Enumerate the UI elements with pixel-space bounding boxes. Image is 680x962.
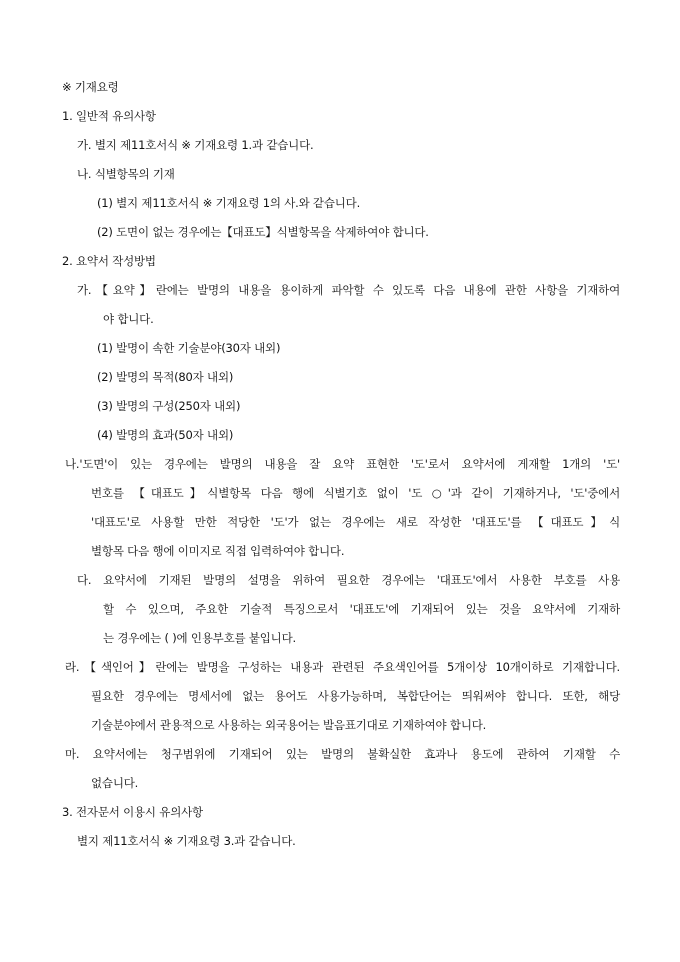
section-1-title: 1. 일반적 유의사항 (62, 109, 156, 123)
section-2-item-d-line-1: 라.【색인어】란에는 발명을 구성하는 내용과 관련된 주요색인어를 5개이상 10개이하로 기재합니다. (65, 660, 620, 674)
section-1-item-b1: (1) 별지 제11호서식 ※ 기재요령 1의 사.와 같습니다. (97, 196, 361, 210)
section-2-item-d-line-3: 기술분야에서 관용적으로 사용하는 외국용어는 발음표기대로 기재하여야 합니다. (91, 718, 487, 732)
section-1-item-a: 가. 별지 제11호서식 ※ 기재요령 1.과 같습니다. (77, 138, 314, 152)
section-1-item-b: 나. 식별항목의 기재 (77, 167, 175, 181)
section-1-item-b2: (2) 도면이 없는 경우에는【대표도】식별항목을 삭제하여야 합니다. (97, 225, 429, 239)
section-2-item-a-line-2: 야 합니다. (103, 312, 154, 326)
section-2-item-d-line-2: 필요한 경우에는 명세서에 없는 용어도 사용가능하며, 복합단어는 띄워써야 합니다. 또한, 해당 (91, 689, 620, 703)
section-2-item-c-line-3: 는 경우에는 ( )에 인용부호를 붙입니다. (103, 631, 296, 645)
section-2-item-b-line-4: 별항목 다음 행에 이미지로 직접 입력하여야 합니다. (91, 544, 345, 558)
section-2-item-e-line-2: 없습니다. (91, 776, 139, 790)
section-2-item-a3: (3) 발명의 구성(250자 내외) (97, 399, 241, 413)
section-2-item-e-line-1: 마. 요약서에는 청구범위에 기재되어 있는 발명의 불확실한 효과나 용도에 관하여 기재할 수 (65, 747, 620, 761)
section-2-item-b-line-2: 번호를 【대표도】식별항목 다음 행에 식별기호 없이 '도 ○'과 같이 기재하거나, '도'중에서 (91, 486, 620, 500)
section-2-item-c-line-1: 다. 요약서에 기재된 발명의 설명을 위하여 필요한 경우에는 '대표도'에서 사용한 부호를 사용 (77, 573, 620, 587)
section-3-body: 별지 제11호서식 ※ 기재요령 3.과 같습니다. (77, 834, 296, 848)
section-2-item-a-line-1: 가.【요약】란에는 발명의 내용을 용이하게 파악할 수 있도록 다음 내용에 관한 사항을 기재하여 (77, 283, 620, 297)
section-2-item-b-line-3: '대표도'로 사용할 만한 적당한 '도'가 없는 경우에는 새로 작성한 '대표도'를 【대표도】식 (91, 515, 620, 529)
section-2-item-a1: (1) 발명이 속한 기술분야(30자 내외) (97, 341, 281, 355)
heading: ※ 기재요령 (62, 80, 119, 94)
section-2-item-c-line-2: 할 수 있으며, 주요한 기술적 특징으로서 '대표도'에 기재되어 있는 것을 요약서에 기재하 (103, 602, 620, 616)
section-2-item-b-line-1: 나.'도면'이 있는 경우에는 발명의 내용을 잘 요약 표현한 '도'로서 요약서에 게재할 1개의 '도' (65, 457, 620, 471)
section-2-item-a4: (4) 발명의 효과(50자 내외) (97, 428, 234, 442)
section-3-title: 3. 전자문서 이용시 유의사항 (62, 805, 203, 819)
section-2-item-a2: (2) 발명의 목적(80자 내외) (97, 370, 234, 384)
section-2-title: 2. 요약서 작성방법 (62, 254, 156, 268)
